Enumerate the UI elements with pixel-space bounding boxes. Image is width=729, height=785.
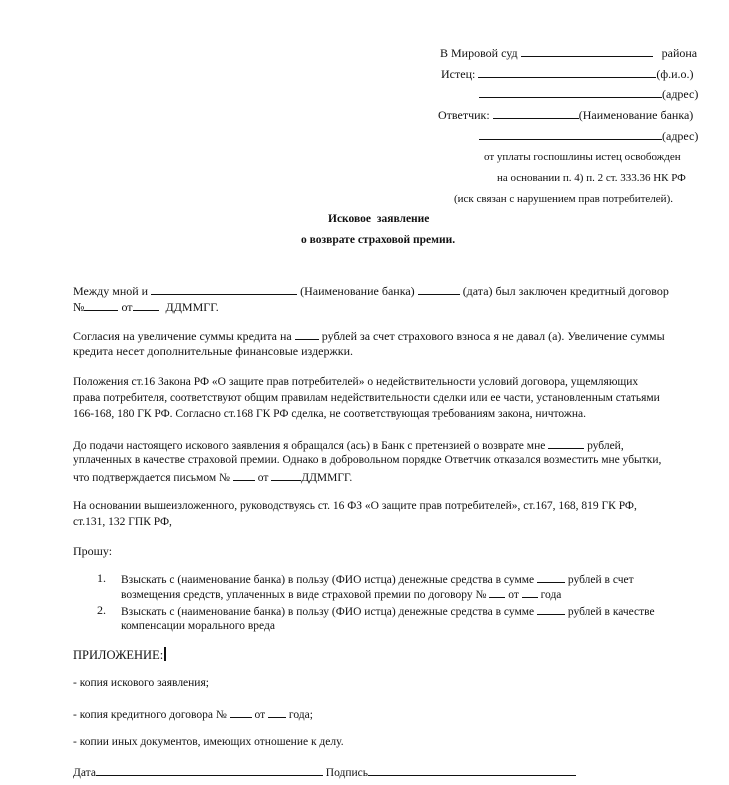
item-2-line-1 (121, 603, 655, 619)
appendix-label: ПРИЛОЖЕНИЕ: (73, 648, 164, 662)
plaintiff-blank[interactable] (478, 66, 656, 78)
item-1-line-1 (121, 571, 634, 587)
attachment-2-text-a: - копия кредитного договора № (73, 709, 227, 721)
date-blank[interactable] (418, 283, 460, 295)
p4-text-b: рублей, (587, 440, 624, 452)
attachment-2 (73, 706, 313, 722)
item-1-line-2 (121, 586, 561, 602)
item-1-text-c: возмещения средств, уплаченных в виде страховой премии по договору № (121, 589, 487, 601)
item-2-text-b: рублей в качестве (567, 606, 655, 618)
address2-label: (адрес) (662, 129, 699, 143)
p3-line-3: 166-168, 180 ГК РФ. Согласно ст.168 ГК РФ сделка, не соответствующая требованиям закона, ничтожна. (73, 408, 586, 420)
attachment-2-text-b: от (254, 709, 266, 721)
title-line-2: о возврате страховой премии. (301, 234, 456, 246)
fee-note-3: (иск связан с нарушением прав потребителей). (454, 193, 673, 205)
p4-text-d: от (257, 472, 269, 484)
court-blank[interactable] (521, 45, 653, 57)
header-defendant-line (438, 107, 693, 122)
p3-line-1: Положения ст.16 Закона РФ «О защите прав потребителей» о недействительности условий договора, ущемляющих (73, 376, 639, 388)
p4-line-2: уплаченных в качестве страховой премии. Однако в добровольном порядке Ответчик отказался возместить мне убытки, (73, 454, 662, 466)
plaintiff-label: Истец: (441, 67, 476, 81)
date-label: Дата (73, 767, 96, 779)
p4-line-3 (73, 469, 352, 485)
defendant-suffix: (Наименование банка) (578, 108, 694, 122)
p1-text-a: Между мной и (73, 284, 149, 298)
item-1-contract-blank[interactable] (489, 586, 505, 598)
header-plaintiff-line (441, 66, 694, 81)
p5-line-1: На основании вышеизложенного, руководствуясь ст. 16 ФЗ «О защите прав потребителей», ст.167, 168, 819 ГК РФ, (73, 500, 637, 512)
item-1-text-e: года (540, 589, 562, 601)
header-address2-line (479, 128, 698, 143)
item-1-text-a: Взыскать с (наименование банка) в пользу (ФИО истца) денежные средства в сумме (121, 574, 535, 586)
item-2-amount-blank[interactable] (537, 603, 565, 615)
signature-label: Подпись (325, 767, 369, 779)
title-line-1: Исковое заявление (328, 213, 430, 225)
p3-line-2: права потребителя, соответствуют общим правилам недействительности сделки или ее части, установленным статьями (73, 392, 660, 404)
p4-text-e: ДДММГГ. (301, 472, 353, 484)
text-cursor (164, 647, 166, 661)
fee-note-1: от уплаты госпошлины истец освобожден (484, 151, 681, 163)
p1-text-d: № (73, 300, 85, 314)
p1-line-1 (73, 283, 669, 298)
plaintiff-suffix: (ф.и.о.) (656, 67, 694, 81)
fee-note-2: на основании п. 4) п. 2 ст. 333.36 НК РФ (497, 172, 686, 184)
amount-blank[interactable] (295, 328, 319, 340)
attachment-2-date-blank[interactable] (268, 706, 286, 718)
request-label: Прошу: (73, 544, 113, 558)
letter-number-blank[interactable] (233, 469, 255, 481)
contract-date-blank[interactable] (133, 299, 159, 311)
attachment-2-text-c: года; (288, 709, 313, 721)
p4-text-c: что подтверждается письмом № (73, 472, 230, 484)
p4-line-1 (73, 437, 624, 453)
item-2-text-a: Взыскать с (наименование банка) в пользу (ФИО истца) денежные средства в сумме (121, 606, 535, 618)
p2-line-1 (73, 328, 665, 343)
contract-number-blank[interactable] (84, 299, 118, 311)
p2-line-2: кредита несет дополнительные финансовые издержки. (73, 344, 354, 358)
p1-text-c: (дата) был заключен кредитный договор (462, 284, 669, 298)
court-label: В Мировой суд (440, 46, 518, 60)
p2-text-a: Согласия на увеличение суммы кредита на (73, 329, 292, 343)
item-1-number: 1. (97, 571, 106, 585)
attachment-1: - копия искового заявления; (73, 677, 209, 689)
address2-blank[interactable] (479, 128, 662, 140)
item-1-text-b: рублей в счет (567, 574, 634, 586)
defendant-blank[interactable] (493, 107, 579, 119)
p1-line-2 (73, 299, 219, 314)
p2-text-b: рублей за счет страхового взноса я не давал (а). Увеличение суммы (321, 329, 665, 343)
appendix-heading (73, 647, 166, 662)
bank-blank[interactable] (151, 283, 297, 295)
item-1-date-blank[interactable] (522, 586, 538, 598)
court-suffix: района (661, 46, 698, 60)
header-address1-line (479, 86, 698, 101)
item-1-text-d: от (508, 589, 519, 601)
item-1-amount-blank[interactable] (537, 571, 565, 583)
p1-text-b: (Наименование банка) (300, 284, 415, 298)
p5-line-2: ст.131, 132 ГПК РФ, (73, 516, 172, 528)
signature-line (73, 764, 576, 780)
date-field-blank[interactable] (96, 764, 323, 776)
item-2-line-2: компенсации морального вреда (121, 620, 275, 632)
item-2-number: 2. (97, 603, 106, 617)
attachment-2-number-blank[interactable] (230, 706, 252, 718)
signature-field-blank[interactable] (368, 764, 576, 776)
header-court-line (440, 45, 697, 60)
claim-amount-blank[interactable] (548, 437, 584, 449)
address1-blank[interactable] (479, 86, 662, 98)
attachment-3: - копии иных документов, имеющих отношение к делу. (73, 736, 344, 748)
p1-text-f: ДДММГГ. (165, 300, 219, 314)
p4-text-a: До подачи настоящего искового заявления я обращался (ась) в Банк с претензией о возврате мне (73, 440, 546, 452)
defendant-label: Ответчик: (438, 108, 490, 122)
p1-text-e: от (121, 300, 133, 314)
letter-date-blank[interactable] (271, 469, 301, 481)
address1-label: (адрес) (662, 87, 699, 101)
